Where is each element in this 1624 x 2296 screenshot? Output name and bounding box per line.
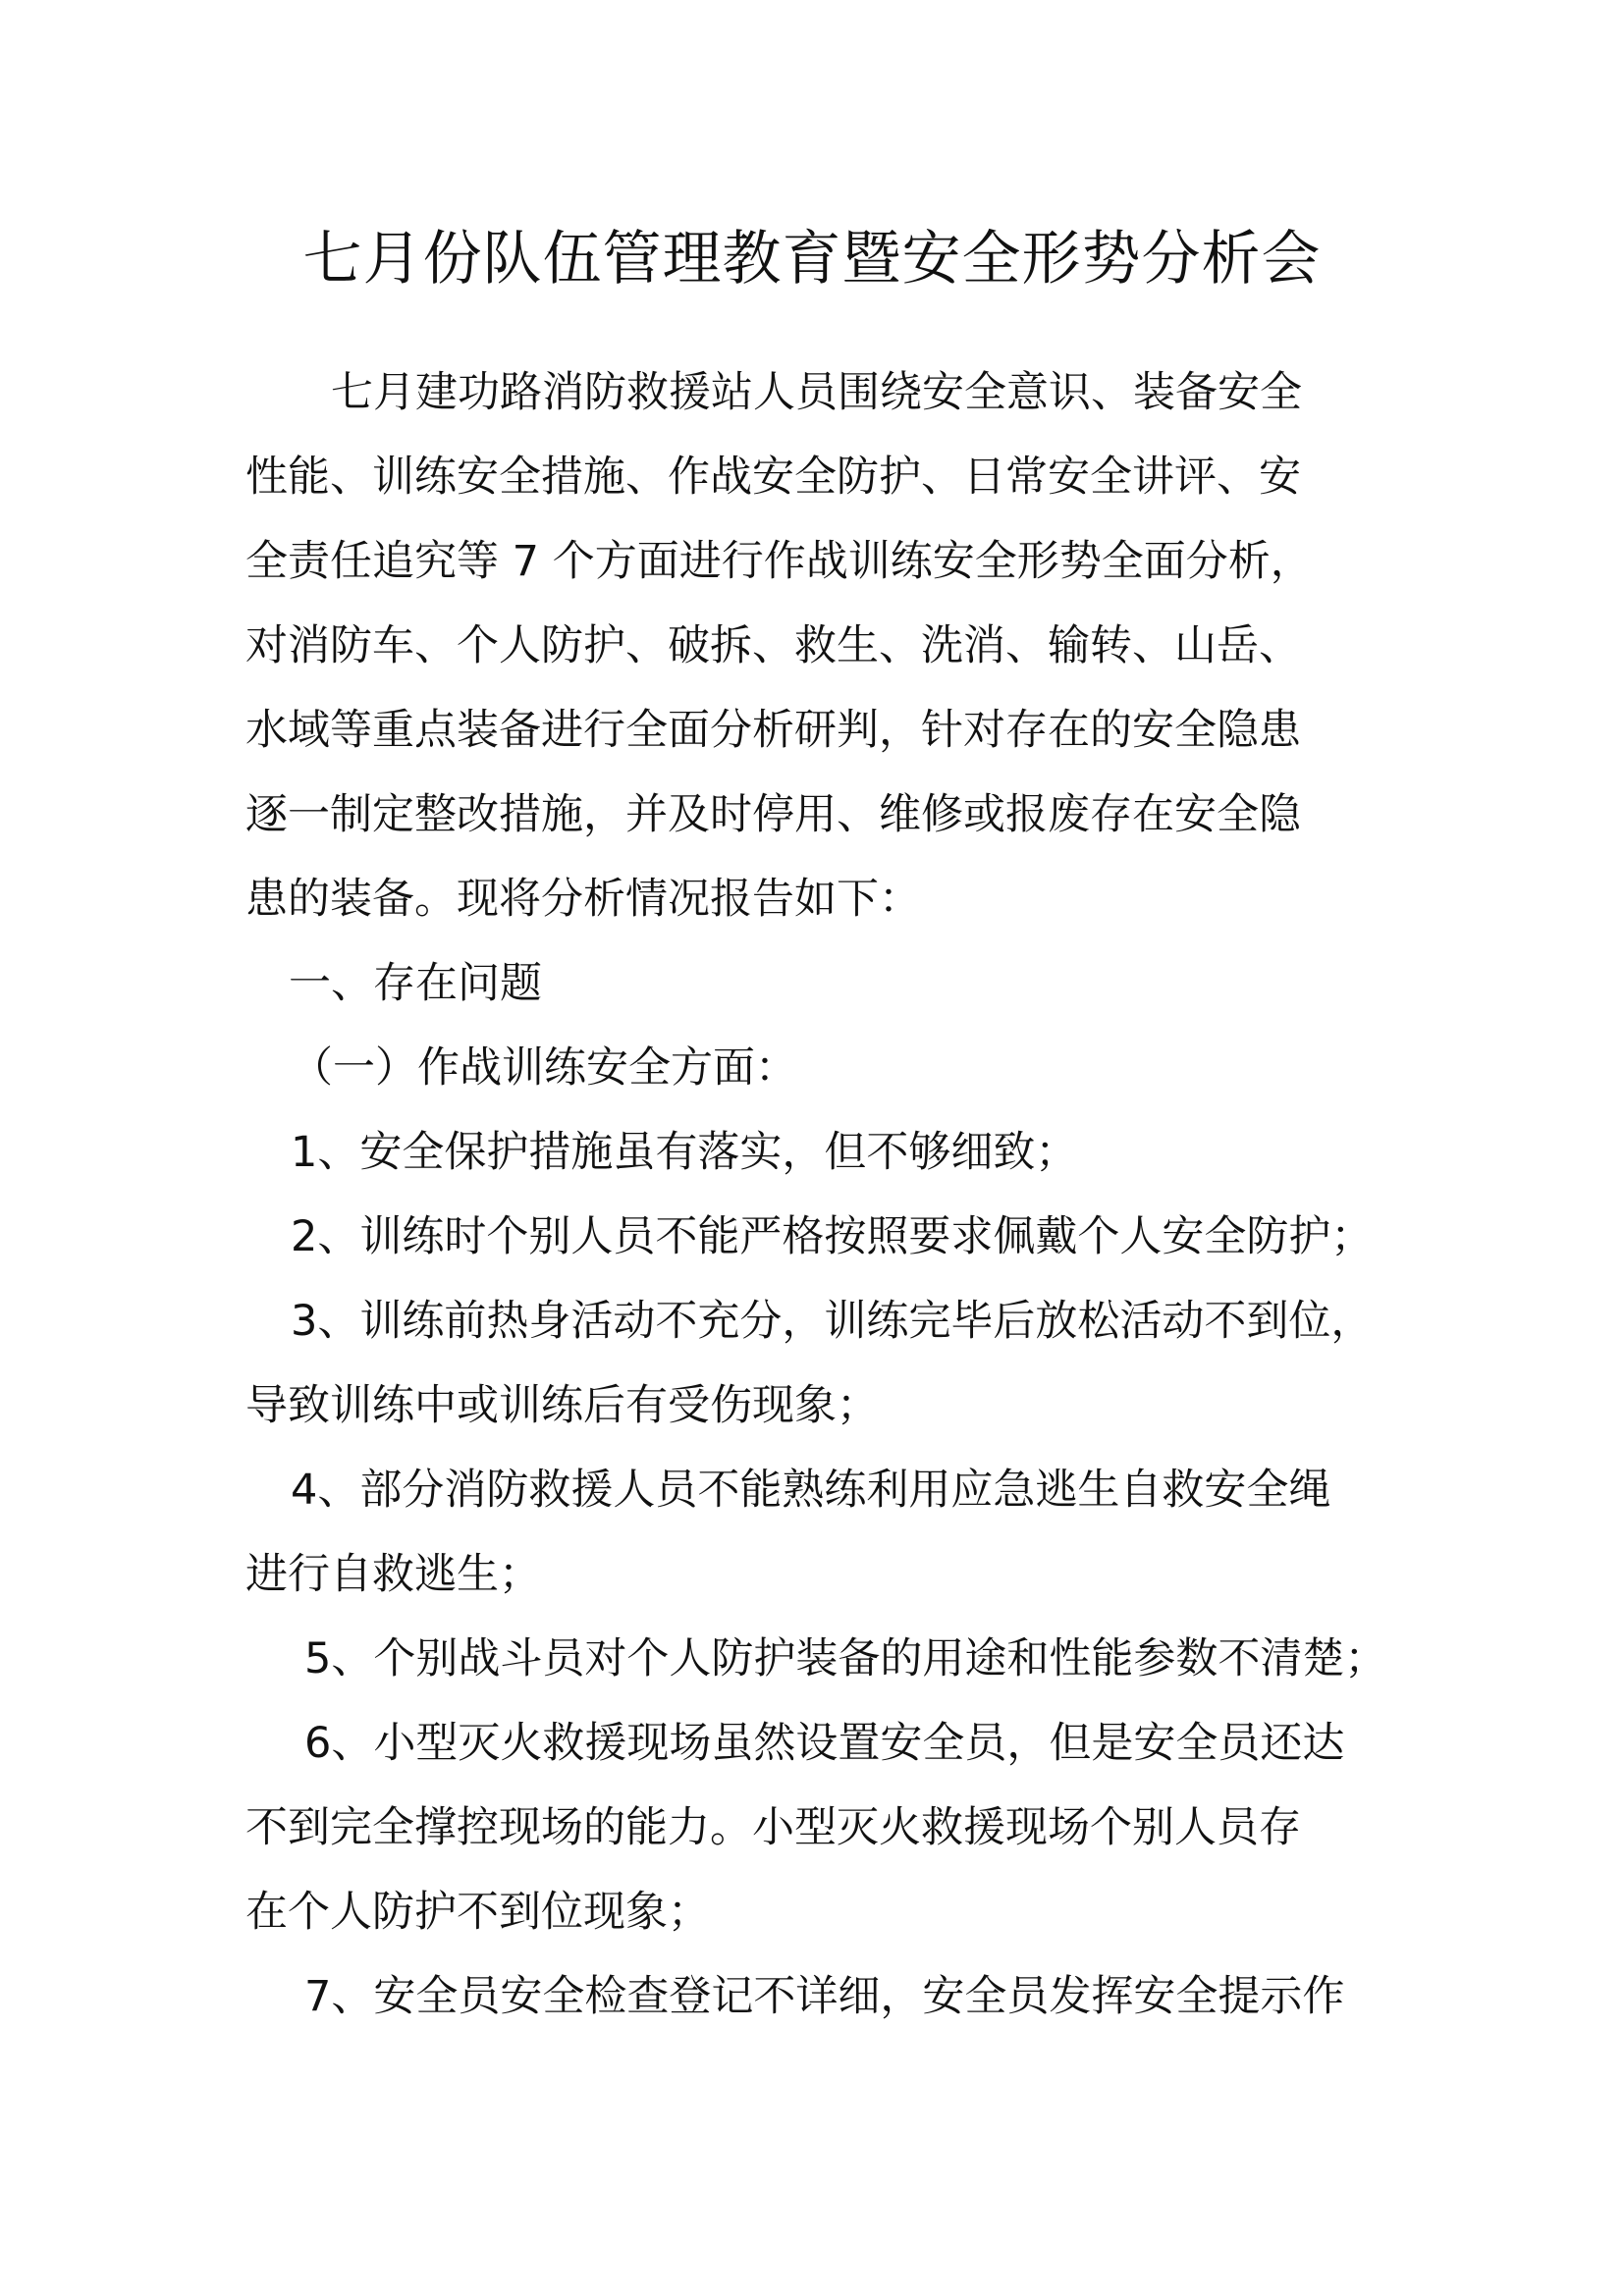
document-title: 七月份队伍管理教育暨安全形势分析会 xyxy=(302,225,1322,294)
paragraph-line: 七月建功路消防救援站人员围绕安全意识、装备安全 xyxy=(289,368,1302,417)
list-item-continuation: 导致训练中或训练后有受伤现象； xyxy=(245,1381,879,1430)
paragraph-line: 对消防车、个人防护、破拆、救生、洗消、输转、山岳、 xyxy=(245,621,1301,670)
list-item: 3、训练前热身活动不充分，训练完毕后放松活动不到位， xyxy=(291,1297,1374,1346)
list-item: 6、小型灭火救援现场虽然设置安全员，但是安全员还达 xyxy=(304,1719,1345,1768)
paragraph-line: 水域等重点装备进行全面分析研判，针对存在的安全隐患 xyxy=(245,706,1301,755)
list-item-continuation: 在个人防护不到位现象； xyxy=(245,1888,710,1937)
list-item: 7、安全员安全检查登记不详细，安全员发挥安全提示作 xyxy=(304,1972,1345,2021)
list-item-continuation: 进行自救逃生； xyxy=(245,1550,541,1599)
subsection-heading: （一）作战训练安全方面： xyxy=(291,1043,797,1093)
paragraph-line: 性能、训练安全措施、作战安全防护、日常安全讲评、安 xyxy=(245,453,1301,502)
list-item: 2、训练时个别人员不能严格按照要求佩戴个人安全防护； xyxy=(291,1212,1374,1261)
list-item: 1、安全保护措施虽有落实，但不够细致； xyxy=(291,1128,1078,1177)
paragraph-line: 逐一制定整改措施，并及时停用、维修或报废存在安全隐 xyxy=(245,790,1301,839)
section-heading: 一、存在问题 xyxy=(289,959,542,1008)
paragraph-line: 患的装备。现将分析情况报告如下： xyxy=(245,875,921,924)
list-item-continuation: 不到完全撑控现场的能力。小型灭火救援现场个别人员存 xyxy=(245,1803,1301,1852)
list-item: 4、部分消防救援人员不能熟练利用应急逃生自救安全绳 xyxy=(291,1466,1331,1515)
paragraph-line: 全责任追究等 7 个方面进行作战训练安全形势全面分析， xyxy=(245,537,1313,586)
list-item: 5、个别战斗员对个人防护装备的用途和性能参数不清楚； xyxy=(304,1634,1387,1683)
